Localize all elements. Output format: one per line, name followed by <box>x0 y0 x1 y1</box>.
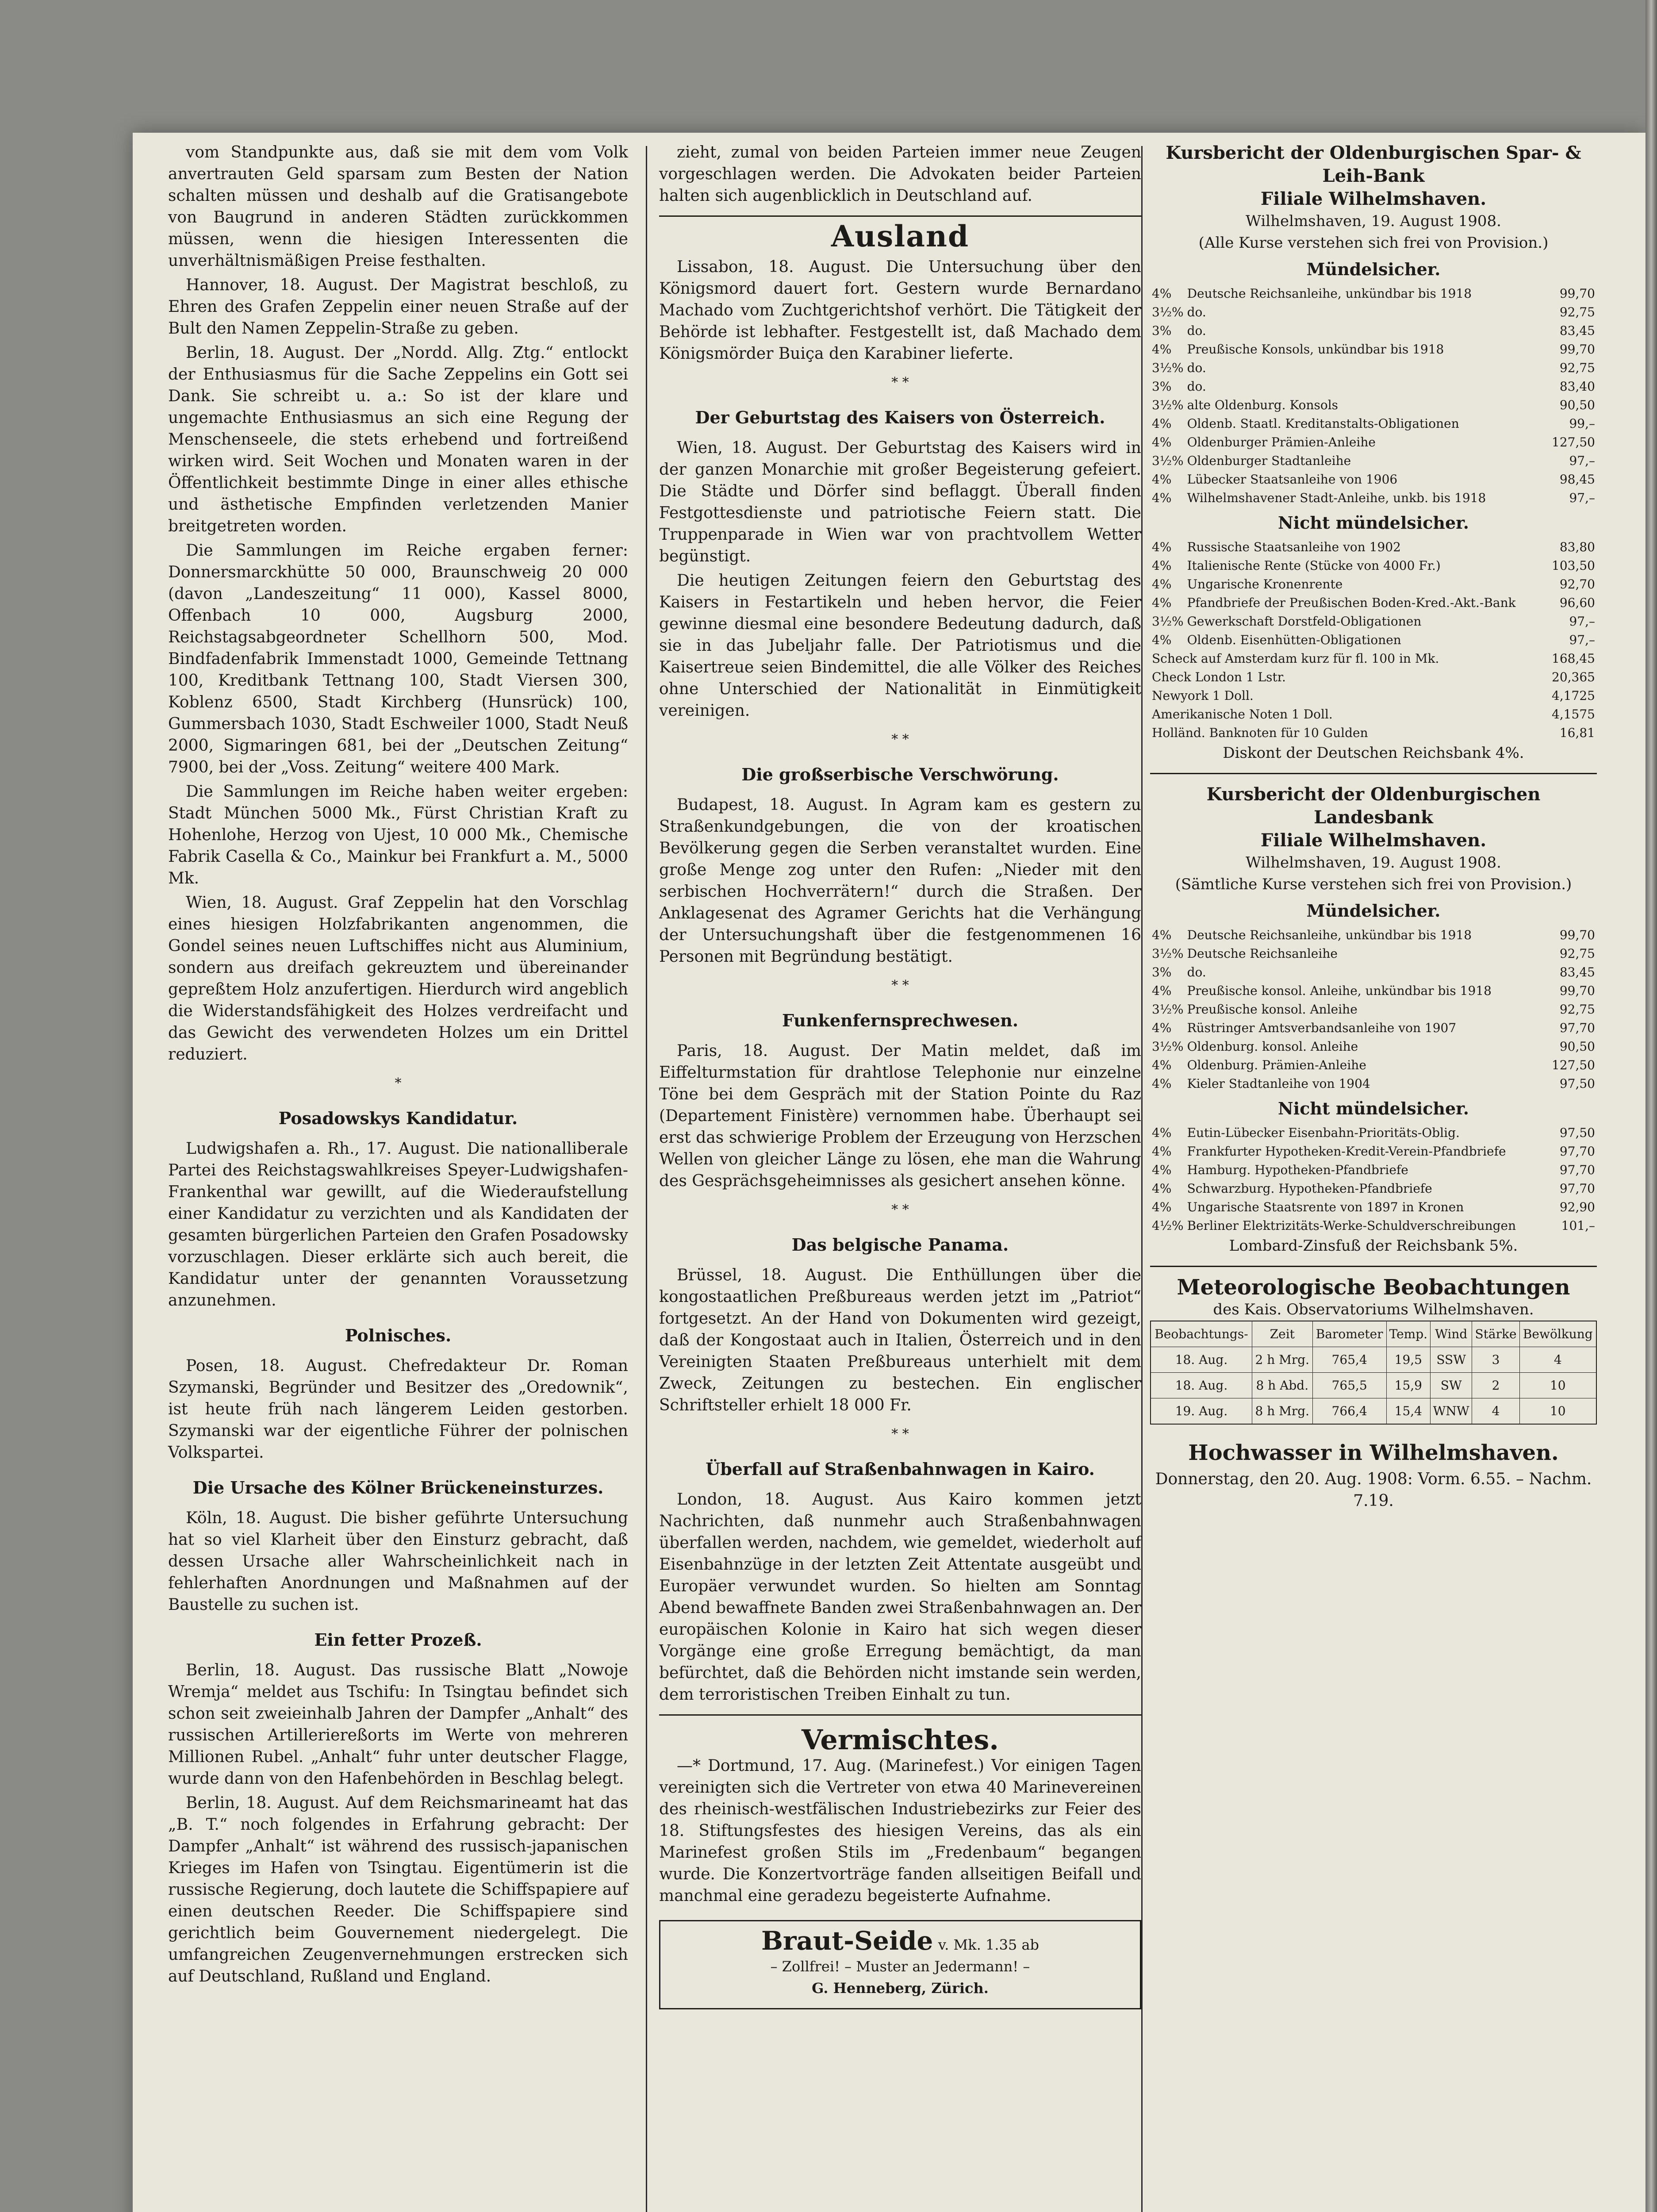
paragraph: Berlin, 18. August. Auf dem Reichsmarineamt hat das „B. T.“ noch folgendes in Erfahrung gebracht: Der Dampfer „Anhalt“ ist während des russisch-japanischen Krieges im Hafen von Tsingtau. Eigentümerin ist die russische Regierung, doch lautete die Schiffspapiere auf einen deutschen Reeder. Die Schiffspapiere sind gerichtlich beim Gouvernement niedergelegt. Die umfangreichen Zeugenvernehmungen erstrecken sich auf Deutschland, Rußland und England. <box>168 1794 628 1985</box>
rate-row <box>1150 284 1597 303</box>
rate-row <box>1150 1000 1597 1019</box>
rate-cell: 97,70 <box>1559 1144 1595 1159</box>
rate-row <box>1150 649 1597 668</box>
rate-row <box>1150 415 1597 433</box>
rate-cell: 92,75 <box>1559 305 1595 319</box>
kursbericht-title: Kursbericht der Oldenburgischen Landesbank <box>1206 784 1541 828</box>
weather-cell: 19,5 <box>1386 1347 1430 1373</box>
weather-cell: SW <box>1430 1373 1472 1398</box>
weather-cell: SSW <box>1430 1347 1472 1373</box>
rate-row <box>1150 433 1597 452</box>
diskont-line: Diskont der Deutschen Reichsbank 4%. <box>1223 744 1524 762</box>
rate-cell: 4% <box>1152 491 1172 505</box>
rate-cell: 4% <box>1152 1076 1172 1091</box>
rate-cell: 4% <box>1152 1058 1172 1072</box>
rate-row <box>1150 1179 1597 1198</box>
rate-row <box>1150 1056 1597 1075</box>
nicht-mundelsicher-heading: Nicht mündelsicher. <box>1278 1098 1469 1118</box>
rate-cell: Preußische konsol. Anleihe <box>1187 1002 1358 1017</box>
weather-cell: 8 h Mrg. <box>1252 1398 1313 1425</box>
rate-cell: 3% <box>1152 965 1172 979</box>
weather-cell: 8 h Abd. <box>1252 1373 1313 1398</box>
rate-cell: 127,50 <box>1552 435 1595 449</box>
weather-subtitle: des Kais. Observatoriums Wilhelmshaven. <box>1213 1301 1534 1318</box>
rate-cell: Deutsche Reichsanleihe, unkündbar bis 1918 <box>1187 928 1472 942</box>
ad-line: – Zollfrei! – Muster an Jedermann! – <box>770 1958 1030 1975</box>
rate-cell: 16,81 <box>1559 726 1595 740</box>
paragraph: Köln, 18. August. Die bisher geführte Untersuchung hat so viel Klarheit über den Einsturz gebracht, daß dessen Ursache aller Wahrscheinlichkeit nach in fehlerhaften Anordnungen und Maßnahmen auf der Baustelle zu suchen ist. <box>168 1509 628 1614</box>
rate-cell: 97,– <box>1569 614 1595 629</box>
rate-cell: Eutin-Lübecker Eisenbahn-Prioritäts-Oblig. <box>1187 1125 1460 1140</box>
column-2 <box>659 142 1141 2023</box>
rate-row <box>1150 340 1597 359</box>
weather-cell: 2 <box>1472 1373 1519 1398</box>
rate-cell: Ungarische Kronenrente <box>1187 577 1343 591</box>
rate-cell: 4% <box>1152 1144 1172 1159</box>
kursbericht-date: Wilhelmshaven, 19. August 1908. <box>1246 854 1501 872</box>
rate-cell: 4% <box>1152 286 1172 301</box>
paragraph: Berlin, 18. August. Der „Nordd. Allg. Ztg.“ entlockt der Enthusiasmus für die Sache Zeppelins ein Gott sei Dank. Sie schreibt u. a.: So ist der klare und ungemachte Enthusiasmus an sich eine Regung der Menschenseele, die stets erhebend und fortreißend wirken wird. Seit Wochen und Monaten waren in der Öffentlichkeit bestimmte Dinge in einer alles ethische und ästhetische Empfinden verletzenden Manier breitgetreten worden. <box>168 344 628 535</box>
rate-cell: Preußische Konsols, unkündbar bis 1918 <box>1187 342 1444 357</box>
paragraph: Die heutigen Zeitungen feiern den Geburtstag des Kaisers in Festartikeln und heben hervor, die Feier gewinne diesmal eine besondere Bedeutung dadurch, daß sie in das Jubeljahr falle. Der Patriotismus und die Kaisertreue seien Bindemittel, die alle Völker des Reiches ohne Unterschied der Nationalität in Einmütigkeit vereinigen. <box>659 572 1141 720</box>
section-heading: Das belgische Panama. <box>791 1235 1009 1255</box>
rate-cell: 97,– <box>1569 633 1595 647</box>
rate-row <box>1150 612 1597 631</box>
weather-cell: 18. Aug. <box>1151 1347 1252 1373</box>
rate-cell: 168,45 <box>1552 651 1595 666</box>
rate-cell: 92,90 <box>1559 1200 1595 1214</box>
rate-cell: alte Oldenburg. Konsols <box>1187 398 1339 412</box>
rate-cell: 92,70 <box>1559 577 1595 591</box>
section-heading: Die großserbische Verschwörung. <box>741 764 1059 784</box>
rate-row <box>1150 668 1597 687</box>
rate-cell: 3% <box>1152 323 1172 338</box>
rate-cell: Oldenburg. Prämien-Anleihe <box>1187 1058 1366 1072</box>
lombard-line: Lombard-Zinsfuß der Reichsbank 5%. <box>1229 1237 1518 1255</box>
rate-cell: Italienische Rente (Stücke von 4000 Fr.) <box>1187 558 1441 573</box>
weather-cell: 2 h Mrg. <box>1252 1347 1313 1373</box>
rate-cell: 97,– <box>1569 491 1595 505</box>
rate-cell: 4% <box>1152 472 1172 487</box>
rate-row <box>1150 945 1597 963</box>
kursbericht-subtitle: Filiale Wilhelmshaven. <box>1260 188 1487 209</box>
mundelsicher-heading: Mündelsicher. <box>1306 259 1441 279</box>
rate-cell: 97,50 <box>1559 1076 1595 1091</box>
paragraph: Ludwigshafen a. Rh., 17. August. Die nationalliberale Partei des Reichstagswahlkreises Speyer-Ludwigshafen-Frankenthal war gewillt, auf die Wiederaufstellung einer Kandidatur zu verzichten und als Kandidaten der gesamten bürgerlichen Parteien den Grafen Posadowsky vorzuschlagen. Dieser erklärte sich auch bereit, die Kandidatur unter der genannten Voraussetzung anzunehmen. <box>168 1140 628 1310</box>
paragraph: London, 18. August. Aus Kairo kommen jetzt Nachrichten, daß nunmehr auch Straßenbahnwagen überfallen werden, nachdem, wie gemeldet, wiederholt auf Eisenbahnzüge in der letzten Zeit Attentate ausgeübt und Europäer verwundet wurden. So hielten am Sonntag Abend bewaffnete Banden zwei Straßenbahnwagen an. Der europäischen Kolonie in Kairo hat sich wegen dieser Vorgänge eine große Erregung bemächtigt, da man befürchtet, daß die Behörden nicht imstande sein werden, dem terroristischen Treiben Einhalt zu tun. <box>659 1490 1141 1704</box>
rate-cell: 99,70 <box>1559 286 1595 301</box>
weather-row <box>1151 1398 1596 1425</box>
section-heading: Funkenfernsprechwesen. <box>782 1010 1019 1030</box>
rate-row <box>1150 538 1597 557</box>
rate-cell: 97,70 <box>1559 1163 1595 1177</box>
weather-header-cell: Barometer <box>1312 1321 1386 1347</box>
rate-row <box>1150 631 1597 649</box>
weather-cell: 10 <box>1519 1398 1596 1425</box>
rate-cell: do. <box>1187 323 1206 338</box>
rate-row <box>1150 322 1597 340</box>
rate-cell: 4% <box>1152 416 1172 431</box>
section-heading: Ein fetter Prozeß. <box>314 1630 482 1650</box>
rate-cell: 97,70 <box>1559 1181 1595 1196</box>
rate-cell: 99,70 <box>1559 983 1595 998</box>
rate-cell: Russische Staatsanleihe von 1902 <box>1187 540 1401 554</box>
rate-cell: 4% <box>1152 540 1172 554</box>
paragraph: Lissabon, 18. August. Die Untersuchung über den Königsmord dauert fort. Gestern wurde Bernardano Machado vom Zuchtgerichtshof verhört. Die Tätigkeit der Behörde ist lebhafter. Festgestellt ist, daß Machado dem Königsmörder Buiça den Karabiner lieferte. <box>659 258 1141 363</box>
weather-header-cell: Wind <box>1430 1321 1472 1347</box>
weather-header-row <box>1151 1321 1596 1347</box>
weather-header-cell: Stärke <box>1472 1321 1519 1347</box>
weather-row <box>1151 1373 1596 1398</box>
rate-cell: 92,75 <box>1559 946 1595 961</box>
rate-cell: Amerikanische Noten 1 Doll. <box>1152 707 1333 722</box>
rate-cell: Hamburg. Hypotheken-Pfandbriefe <box>1187 1163 1408 1177</box>
paragraph: Die Sammlungen im Reiche haben weiter ergeben: Stadt München 5000 Mk., Fürst Christian Kraft zu Hohenlohe, Herzog von Ujest, 10 000 Mk., Chemische Fabrik Casella & Co., Mainkur bei Frankfurt a. M., 5000 Mk. <box>168 783 628 887</box>
rate-cell: do. <box>1187 965 1206 979</box>
rate-row <box>1150 575 1597 594</box>
weather-cell: 4 <box>1472 1398 1519 1425</box>
rate-row <box>1150 1037 1597 1056</box>
paragraph: Die Sammlungen im Reiche ergaben ferner: Donnersmarckhütte 50 000, Braunschweig 20 000 (davon „Landeszeitung“ 11 000), Kassel 8000, Offenbach 10 000, Augsburg 2000, Reichstagsabgeordneter Schellhorn 500, Mod. Bindfadenfabrik Immenstadt 1000, Gemeinde Tettnang 100, Kreditbank Tettnang 100, Stadt Viersen 300, Koblenz 6500, Stadt Kirchberg (Hunsrück) 100, Gummersbach 1030, Stadt Eschweiler 1000, Stadt Neuß 2000, Sigmaringen 681, bei der „Deutschen Zeitung“ 7900, bei der „Voss. Zeitung“ weitere 400 Mark. <box>168 541 628 776</box>
separator-star: * * <box>891 1426 909 1442</box>
paragraph: Wien, 18. August. Der Geburtstag des Kaisers wird in der ganzen Monarchie mit großer Begeisterung gefeiert. Die Städte und Dörfer sind beflaggt. Überall finden Festgottesdienste und patriotische Feiern statt. Die Truppenparade in Wien war von prachtvollem Wetter begünstigt. <box>659 439 1141 565</box>
paragraph: Paris, 18. August. Der Matin meldet, daß im Eiffelturmstation für drahtlose Telephonie nur einzelne Töne bei dem Gespräch mit der Station Pointe du Raz (Departement Finistère) vernommen habe. Überhaupt sei erst das schwierige Problem der Erzeugung von Herzschen Wellen von gleicher Länge zu lösen, ehe man die Wahrung des Gesprächsgeheimnisses als gesichert ansehen könne. <box>659 1042 1141 1190</box>
separator-star: * * <box>891 1202 909 1217</box>
rate-cell: Oldenburg. konsol. Anleihe <box>1187 1039 1358 1054</box>
rate-row <box>1150 489 1597 507</box>
rate-cell: 3½% <box>1152 398 1184 412</box>
rate-cell: Schwarzburg. Hypotheken-Pfandbriefe <box>1187 1181 1432 1196</box>
rate-cell: 97,– <box>1569 453 1595 468</box>
rate-row <box>1150 1217 1597 1235</box>
rate-cell: 83,45 <box>1559 323 1595 338</box>
rate-cell: 4% <box>1152 595 1172 610</box>
rate-cell: 101,– <box>1561 1218 1595 1233</box>
weather-cell: 18. Aug. <box>1151 1373 1252 1398</box>
section-heading: Die Ursache des Kölner Brückeneinsturzes. <box>192 1478 604 1498</box>
column-rule <box>646 146 647 2212</box>
weather-cell: 765,5 <box>1312 1373 1386 1398</box>
rate-cell: Frankfurter Hypotheken-Kredit-Verein-Pfandbriefe <box>1187 1144 1506 1159</box>
kursbericht-note: (Sämtliche Kurse verstehen sich frei von Provision.) <box>1175 876 1572 893</box>
rate-row <box>1150 1075 1597 1093</box>
ad-price: v. Mk. 1.35 ab <box>938 1936 1039 1953</box>
rate-cell: 96,60 <box>1559 595 1595 610</box>
rate-cell: 4% <box>1152 1200 1172 1214</box>
rate-cell: 83,80 <box>1559 540 1595 554</box>
rate-cell: 92,75 <box>1559 1002 1595 1017</box>
rate-cell: 4% <box>1152 1021 1172 1035</box>
rate-row <box>1150 452 1597 470</box>
separator-star: * * <box>891 375 909 390</box>
kursbericht-note: (Alle Kurse verstehen sich frei von Provision.) <box>1198 234 1549 252</box>
rate-row <box>1150 359 1597 377</box>
paragraph: Berlin, 18. August. Das russische Blatt „Nowoje Wremja“ meldet aus Tschifu: In Tsingtau befindet sich schon seit zweieinhalb Jahren der Dampfer „Anhalt“ des russischen Artilleriereßorts im Werte von mehreren Millionen Rubel. „Anhalt“ fuhr unter deutscher Flagge, wurde dann von den Hafenbehörden in Beschlag belegt. <box>168 1661 628 1788</box>
separator-star: * <box>395 1075 402 1091</box>
rate-row <box>1150 705 1597 724</box>
divider <box>659 1714 1141 1716</box>
paragraph: Hannover, 18. August. Der Magistrat beschloß, zu Ehren des Grafen Zeppelin einer neuen Straße auf der Bult den Namen Zeppelin-Straße zu geben. <box>168 276 628 338</box>
column-1 <box>168 142 628 1990</box>
ad-headline: Braut-Seide <box>761 1926 933 1956</box>
rate-cell: 98,45 <box>1559 472 1595 487</box>
weather-cell: 15,4 <box>1386 1398 1430 1425</box>
weather-header-cell: Beobachtungs- <box>1151 1321 1252 1347</box>
hochwasser-title: Hochwasser in Wilhelmshaven. <box>1188 1440 1559 1465</box>
rate-row <box>1150 377 1597 396</box>
kursbericht-date: Wilhelmshaven, 19. August 1908. <box>1246 212 1501 230</box>
page-edge <box>1645 0 1657 2212</box>
weather-cell: 765,4 <box>1312 1347 1386 1373</box>
rate-cell: Ungarische Staatsrente von 1897 in Kronen <box>1187 1200 1464 1214</box>
rate-cell: Gewerkschaft Dorstfeld-Obligationen <box>1187 614 1422 629</box>
section-title-ausland: Ausland <box>831 219 970 253</box>
section-heading: Polnisches. <box>345 1325 452 1345</box>
rate-cell: 99,70 <box>1559 928 1595 942</box>
wechsel-table <box>1150 649 1597 742</box>
rate-row <box>1150 1198 1597 1217</box>
rate-cell: Lübecker Staatsanleihe von 1906 <box>1187 472 1398 487</box>
rate-cell: 99,– <box>1569 416 1595 431</box>
rate-cell: Deutsche Reichsanleihe, unkündbar bis 1918 <box>1187 286 1472 301</box>
rates-table <box>1150 538 1597 649</box>
rate-cell: Oldenburger Prämien-Anleihe <box>1187 435 1376 449</box>
rate-cell: Rüstringer Amtsverbandsanleihe von 1907 <box>1187 1021 1457 1035</box>
rate-cell: 4% <box>1152 1125 1172 1140</box>
rate-cell: 83,45 <box>1559 965 1595 979</box>
rates-table <box>1150 284 1597 507</box>
rate-cell: 97,70 <box>1559 1021 1595 1035</box>
section-heading: Der Geburtstag des Kaisers von Österreich. <box>695 407 1105 427</box>
rate-cell: 4% <box>1152 928 1172 942</box>
mundelsicher-heading: Mündelsicher. <box>1306 901 1441 921</box>
weather-row <box>1151 1347 1596 1373</box>
rate-cell: 20,365 <box>1552 670 1595 684</box>
weather-table <box>1150 1321 1597 1425</box>
rate-cell: Scheck auf Amsterdam kurz für fl. 100 in Mk. <box>1152 651 1439 666</box>
weather-title: Meteorologische Beobachtungen <box>1177 1275 1570 1300</box>
divider <box>1150 1266 1597 1267</box>
rate-cell: 83,40 <box>1559 379 1595 394</box>
section-title-vermischtes: Vermischtes. <box>802 1724 999 1756</box>
paragraph: zieht, zumal von beiden Parteien immer neue Zeugen vorgeschlagen werden. Die Advokaten beider Parteien halten sich augenblicklich in Deutschland auf. <box>659 143 1141 205</box>
weather-header-cell: Bewölkung <box>1519 1321 1596 1347</box>
rate-cell: 99,70 <box>1559 342 1595 357</box>
rate-cell: Check London 1 Lstr. <box>1152 670 1286 684</box>
rate-cell: 3½% <box>1152 1002 1184 1017</box>
rate-cell: 3½% <box>1152 1039 1184 1054</box>
rate-cell: 127,50 <box>1552 1058 1595 1072</box>
rate-row <box>1150 926 1597 945</box>
rate-cell: Oldenburger Stadtanleihe <box>1187 453 1351 468</box>
rate-row <box>1150 963 1597 982</box>
rate-cell: 4% <box>1152 1163 1172 1177</box>
rate-cell: 97,50 <box>1559 1125 1595 1140</box>
rate-row <box>1150 594 1597 612</box>
rate-row <box>1150 1019 1597 1037</box>
paragraph: vom Standpunkte aus, daß sie mit dem vom Volk anvertrauten Geld sparsam zum Besten der Nation schalten müssen und deshalb auf die Gratisangebote von Baugrund in anderen Städten zurückkommen müssen, wenn die hiesigen Interessenten die unverhältnismäßigen Preise festhalten. <box>168 143 628 270</box>
rate-row <box>1150 687 1597 705</box>
column-3 <box>1150 142 1597 1512</box>
rate-cell: Holländ. Banknoten für 10 Gulden <box>1152 726 1368 740</box>
rate-row <box>1150 1124 1597 1142</box>
rate-cell: do. <box>1187 361 1206 375</box>
rate-cell: 3½% <box>1152 305 1184 319</box>
rate-cell: Oldenb. Eisenhütten-Obligationen <box>1187 633 1401 647</box>
ad-firm: G. Henneberg, Zürich. <box>812 1980 989 1997</box>
rate-row <box>1150 396 1597 415</box>
paragraph: Brüssel, 18. August. Die Enthüllungen über die kongostaatlichen Preßbureaus werden jetzt im „Patriot“ fortgesetzt. An der Hand von Dokumenten wird gezeigt, daß der Kongostaat auch in Italien, Österreich und in den Vereinigten Staaten Preßbureaus unterhielt mit dem Zweck, Zeitungen zu bestechen. Ein englischer Schriftsteller erhielt 18 000 Fr. <box>659 1266 1141 1414</box>
paragraph: Wien, 18. August. Graf Zeppelin hat den Vorschlag eines hiesigen Holzfabrikanten angenommen, die Gondel seines neuen Luftschiffes nicht aus Aluminium, sondern aus dreifach gekreuztem und übereinander gepreßtem Holz anzufertigen. Hierdurch wird angeblich die Widerstandsfähigkeit des Holzes verdreifacht und das Gewicht des verwendeten Holzes um ein Drittel reduziert. <box>168 894 628 1064</box>
rate-cell: 4% <box>1152 983 1172 998</box>
divider <box>659 215 1141 217</box>
rate-cell: Preußische konsol. Anleihe, unkündbar bis 1918 <box>1187 983 1492 998</box>
rate-cell: 90,50 <box>1559 398 1595 412</box>
weather-cell: WNW <box>1430 1398 1472 1425</box>
divider <box>1150 773 1597 774</box>
rate-cell: 4% <box>1152 342 1172 357</box>
rate-cell: 3% <box>1152 379 1172 394</box>
weather-cell: 15,9 <box>1386 1373 1430 1398</box>
rate-row <box>1150 557 1597 575</box>
rate-cell: 103,50 <box>1552 558 1595 573</box>
weather-header-cell: Zeit <box>1252 1321 1313 1347</box>
rate-row <box>1150 470 1597 489</box>
rate-cell: 3½% <box>1152 361 1184 375</box>
rates-table <box>1150 926 1597 1093</box>
rates-table <box>1150 1124 1597 1235</box>
nicht-mundelsicher-heading: Nicht mündelsicher. <box>1278 513 1469 533</box>
weather-cell: 3 <box>1472 1347 1519 1373</box>
rate-row <box>1150 724 1597 742</box>
rate-cell: 4% <box>1152 435 1172 449</box>
rate-cell: do. <box>1187 305 1206 319</box>
rate-cell: 4,1575 <box>1552 707 1595 722</box>
rate-row <box>1150 982 1597 1000</box>
rate-cell: Berliner Elektrizitäts-Werke-Schuldverschreibungen <box>1187 1218 1516 1233</box>
kursbericht-subtitle: Filiale Wilhelmshaven. <box>1260 830 1487 851</box>
rate-cell: 4% <box>1152 558 1172 573</box>
rate-row <box>1150 303 1597 322</box>
rate-row <box>1150 1142 1597 1161</box>
rate-row <box>1150 1161 1597 1179</box>
weather-header-cell: Temp. <box>1386 1321 1430 1347</box>
weather-cell: 4 <box>1519 1347 1596 1373</box>
rate-cell: 4,1725 <box>1552 688 1595 703</box>
paragraph: Posen, 18. August. Chefredakteur Dr. Roman Szymanski, Begründer und Besitzer des „Oredownik“, ist heute früh nach längerem Leiden gestorben. Szymanski war der eigentliche Führer der polnischen Volkspartei. <box>168 1357 628 1462</box>
paragraph: —* Dortmund, 17. Aug. (Marinefest.) Vor einigen Tagen vereinigten sich die Vertreter von etwa 40 Marinevereinen des rheinisch-westfälischen Industriebezirks zur Feier des 18. Stiftungsfestes des hiesigen Vereins, das als ein Marinefest großen Stils im „Fredenbaum“ begangen wurde. Die Konzertvorträge fanden allseitigen Beifall und manchmal eine geradezu begeisterte Aufnahme. <box>659 1757 1141 1905</box>
section-heading: Überfall auf Straßenbahnwagen in Kairo. <box>706 1459 1095 1479</box>
kursbericht-title: Kursbericht der Oldenburgischen Spar- & Leih-Bank <box>1166 142 1581 186</box>
rate-cell: Deutsche Reichsanleihe <box>1187 946 1338 961</box>
rate-cell: 3½% <box>1152 614 1184 629</box>
hochwasser-line: Donnerstag, den 20. Aug. 1908: Vorm. 6.55. – Nachm. 7.19. <box>1155 1470 1592 1510</box>
rate-cell: do. <box>1187 379 1206 394</box>
section-heading: Posadowskys Kandidatur. <box>278 1108 518 1128</box>
rate-cell: Pfandbriefe der Preußischen Boden-Kred.-Akt.-Bank <box>1187 595 1516 610</box>
rate-cell: 4% <box>1152 633 1172 647</box>
rate-cell: 4% <box>1152 1181 1172 1196</box>
rate-cell: Oldenb. Staatl. Kreditanstalts-Obligationen <box>1187 416 1459 431</box>
rate-cell: Kieler Stadtanleihe von 1904 <box>1187 1076 1370 1091</box>
separator-star: * * <box>891 978 909 993</box>
rate-cell: 3½% <box>1152 946 1184 961</box>
weather-cell: 10 <box>1519 1373 1596 1398</box>
rate-cell: Wilhelmshavener Stadt-Anleihe, unkb. bis 1918 <box>1187 491 1486 505</box>
rate-cell: 92,75 <box>1559 361 1595 375</box>
rate-cell: 4½% <box>1152 1218 1184 1233</box>
rate-cell: Newyork 1 Doll. <box>1152 688 1254 703</box>
rate-cell: 4% <box>1152 577 1172 591</box>
separator-star: * * <box>891 732 909 747</box>
rate-cell: 3½% <box>1152 453 1184 468</box>
rate-cell: 90,50 <box>1559 1039 1595 1054</box>
weather-cell: 19. Aug. <box>1151 1398 1252 1425</box>
column-rule <box>1141 146 1143 2212</box>
paragraph: Budapest, 18. August. In Agram kam es gestern zu Straßenkundgebungen, die von der kroatischen Bevölkerung gegen die Serben veranstaltet wurden. Eine große Menge zog unter den Rufen: „Nieder mit den serbischen Hochverrätern!“ durch die Straßen. Der Anklagesenat des Agramer Gerichts hat die Verhängung der Untersuchungshaft über die festgenommenen 16 Personen mit Begründung bestätigt. <box>659 796 1141 966</box>
weather-cell: 766,4 <box>1312 1398 1386 1425</box>
advertisement <box>659 1920 1141 2009</box>
